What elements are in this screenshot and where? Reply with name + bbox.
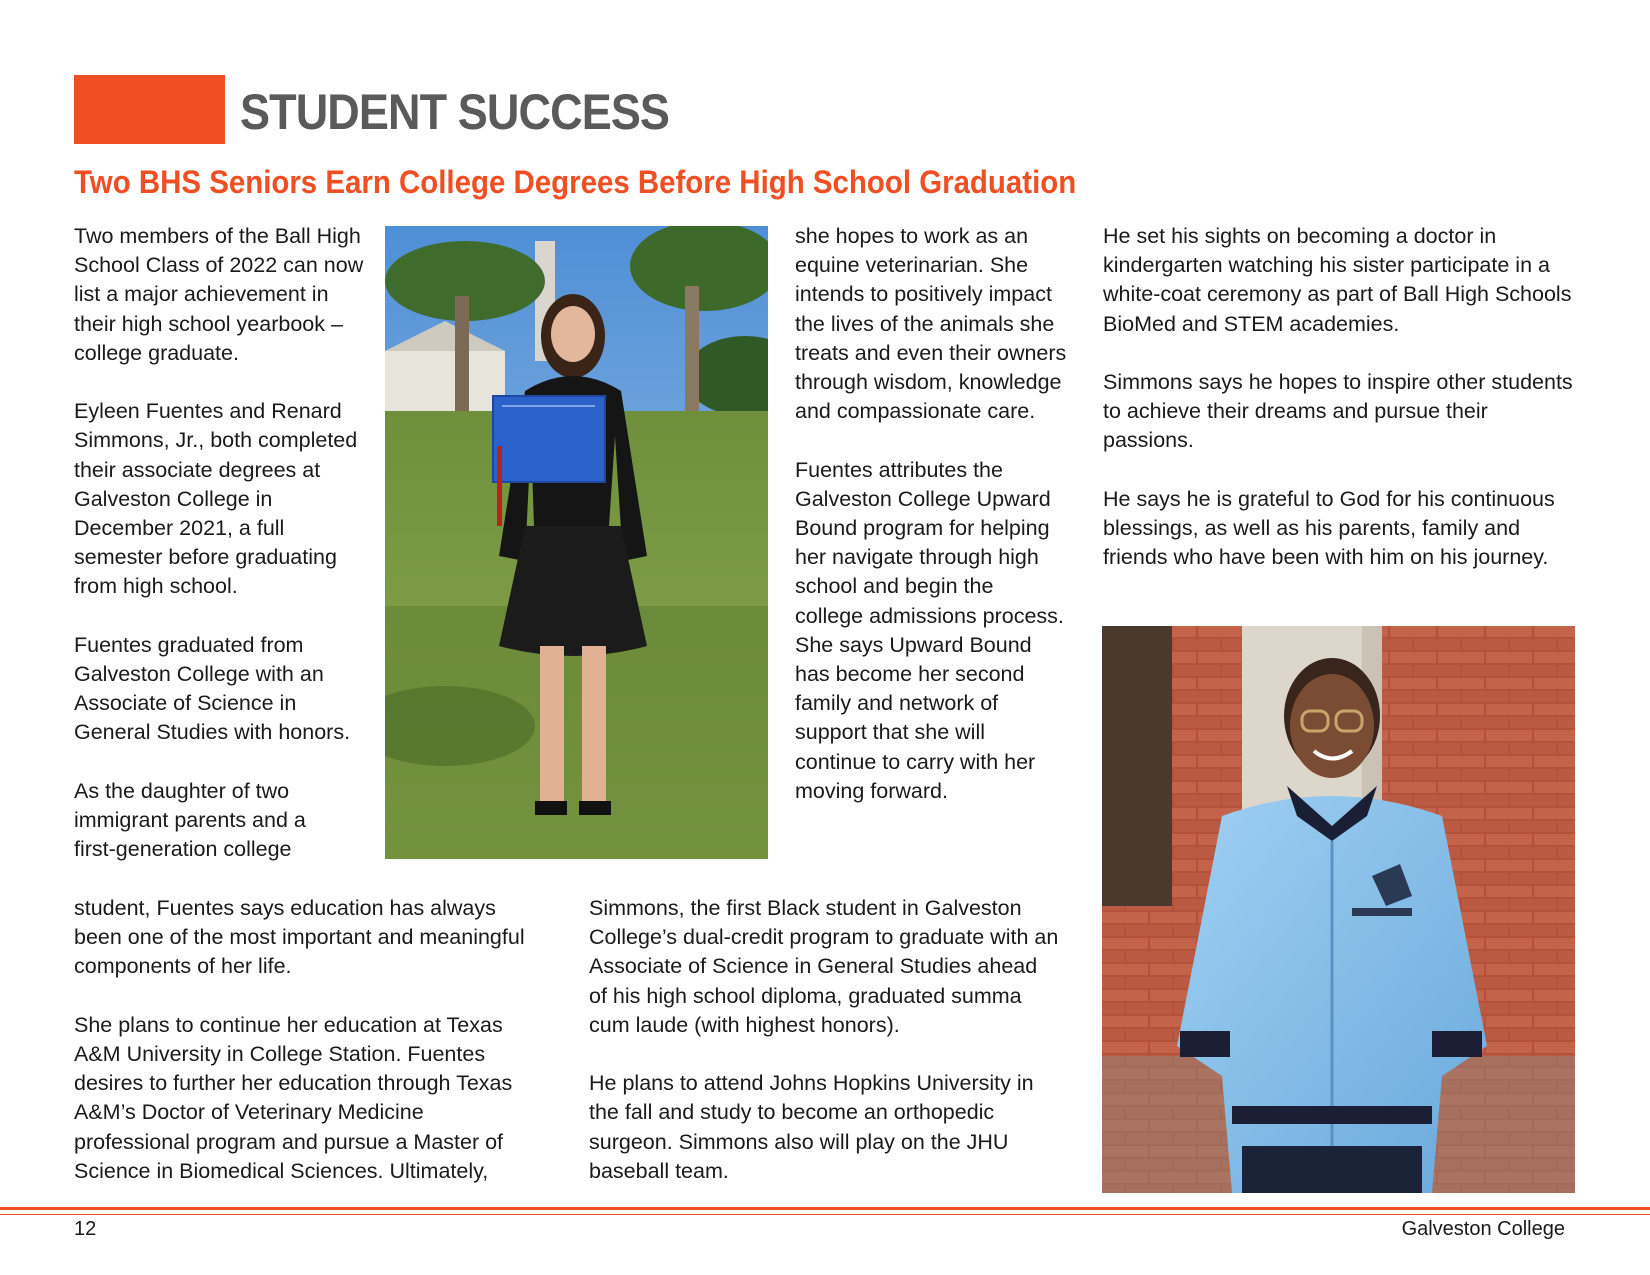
column-2-bottom — [589, 894, 1059, 1186]
photo-eyleen-fuentes — [385, 226, 768, 859]
column-1-bottom — [74, 894, 534, 1186]
paragraph: He says he is grateful to God for his continuous blessings, as well as his parents, family and friends who have been with him on his journey. — [1103, 486, 1555, 570]
footer-rule — [0, 1207, 1650, 1210]
paragraph: He plans to attend Johns Hopkins University in the fall and study to become an orthopedic surgeon. Simmons also will play on the JHU baseball team. — [589, 1071, 1034, 1183]
section-title: STUDENT SUCCESS — [240, 84, 670, 140]
photo-renard-simmons — [1102, 626, 1575, 1193]
paragraph: Fuentes attributes the Galveston College Upward Bound program for helping her navigate through high school and begin the college admissions process. She says Upward Bound has become her second family and network of support that she will continue to carry with her moving forward. — [795, 457, 1064, 803]
paragraph: Fuentes graduated from Galveston College with an Associate of Science in General Studies with honors. — [74, 632, 351, 745]
paragraph: Two members of the Ball High School Class of 2022 can now list a major achievement in their high school yearbook – college graduate. — [74, 224, 364, 365]
column-3 — [1103, 222, 1573, 572]
article-headline: Two BHS Seniors Earn College Degrees Before High School Graduation — [74, 164, 1077, 200]
paragraph: student, Fuentes says education has always been one of the most important and meaningful components of her life. — [74, 896, 525, 979]
footer-rule-thin — [0, 1214, 1650, 1215]
paragraph: Eyleen Fuentes and Renard Simmons, Jr., both completed their associate degrees at Galveston College in December 2021, a full semester before graduating from high school. — [74, 399, 358, 599]
section-accent-bar — [74, 75, 225, 144]
paragraph: As the daughter of two immigrant parents and a first-generation college — [74, 778, 306, 862]
paragraph: she hopes to work as an equine veterinarian. She intends to positively impact the lives of the animals she treats and even their owners through wisdom, knowledge and compassionate care. — [795, 224, 1067, 424]
paragraph: Simmons says he hopes to inspire other students to achieve their dreams and pursue their passions. — [1103, 370, 1573, 453]
column-2-top — [795, 222, 1067, 806]
paragraph: He set his sights on becoming a doctor in kindergarten watching his sister participate in a white-coat ceremony as part of Ball High Schools BioMed and STEM academies. — [1103, 224, 1572, 336]
paragraph: Simmons, the first Black student in Galveston College’s dual-credit program to graduate with an Associate of Science in General Studies ahead of his high school diploma, graduated summa cum laude (with highest honors). — [589, 896, 1059, 1037]
column-1-top — [74, 222, 374, 864]
publication-name: Galveston College — [1401, 1218, 1565, 1240]
paragraph: She plans to continue her education at Texas A&M University in College Station. Fuentes desires to further her education through Texas A&M’s Doctor of Veterinary Medicine professional program and pursue a Master of Science in Biomedical Sciences. Ultimately, — [74, 1012, 513, 1183]
page-number: 12 — [74, 1218, 97, 1240]
